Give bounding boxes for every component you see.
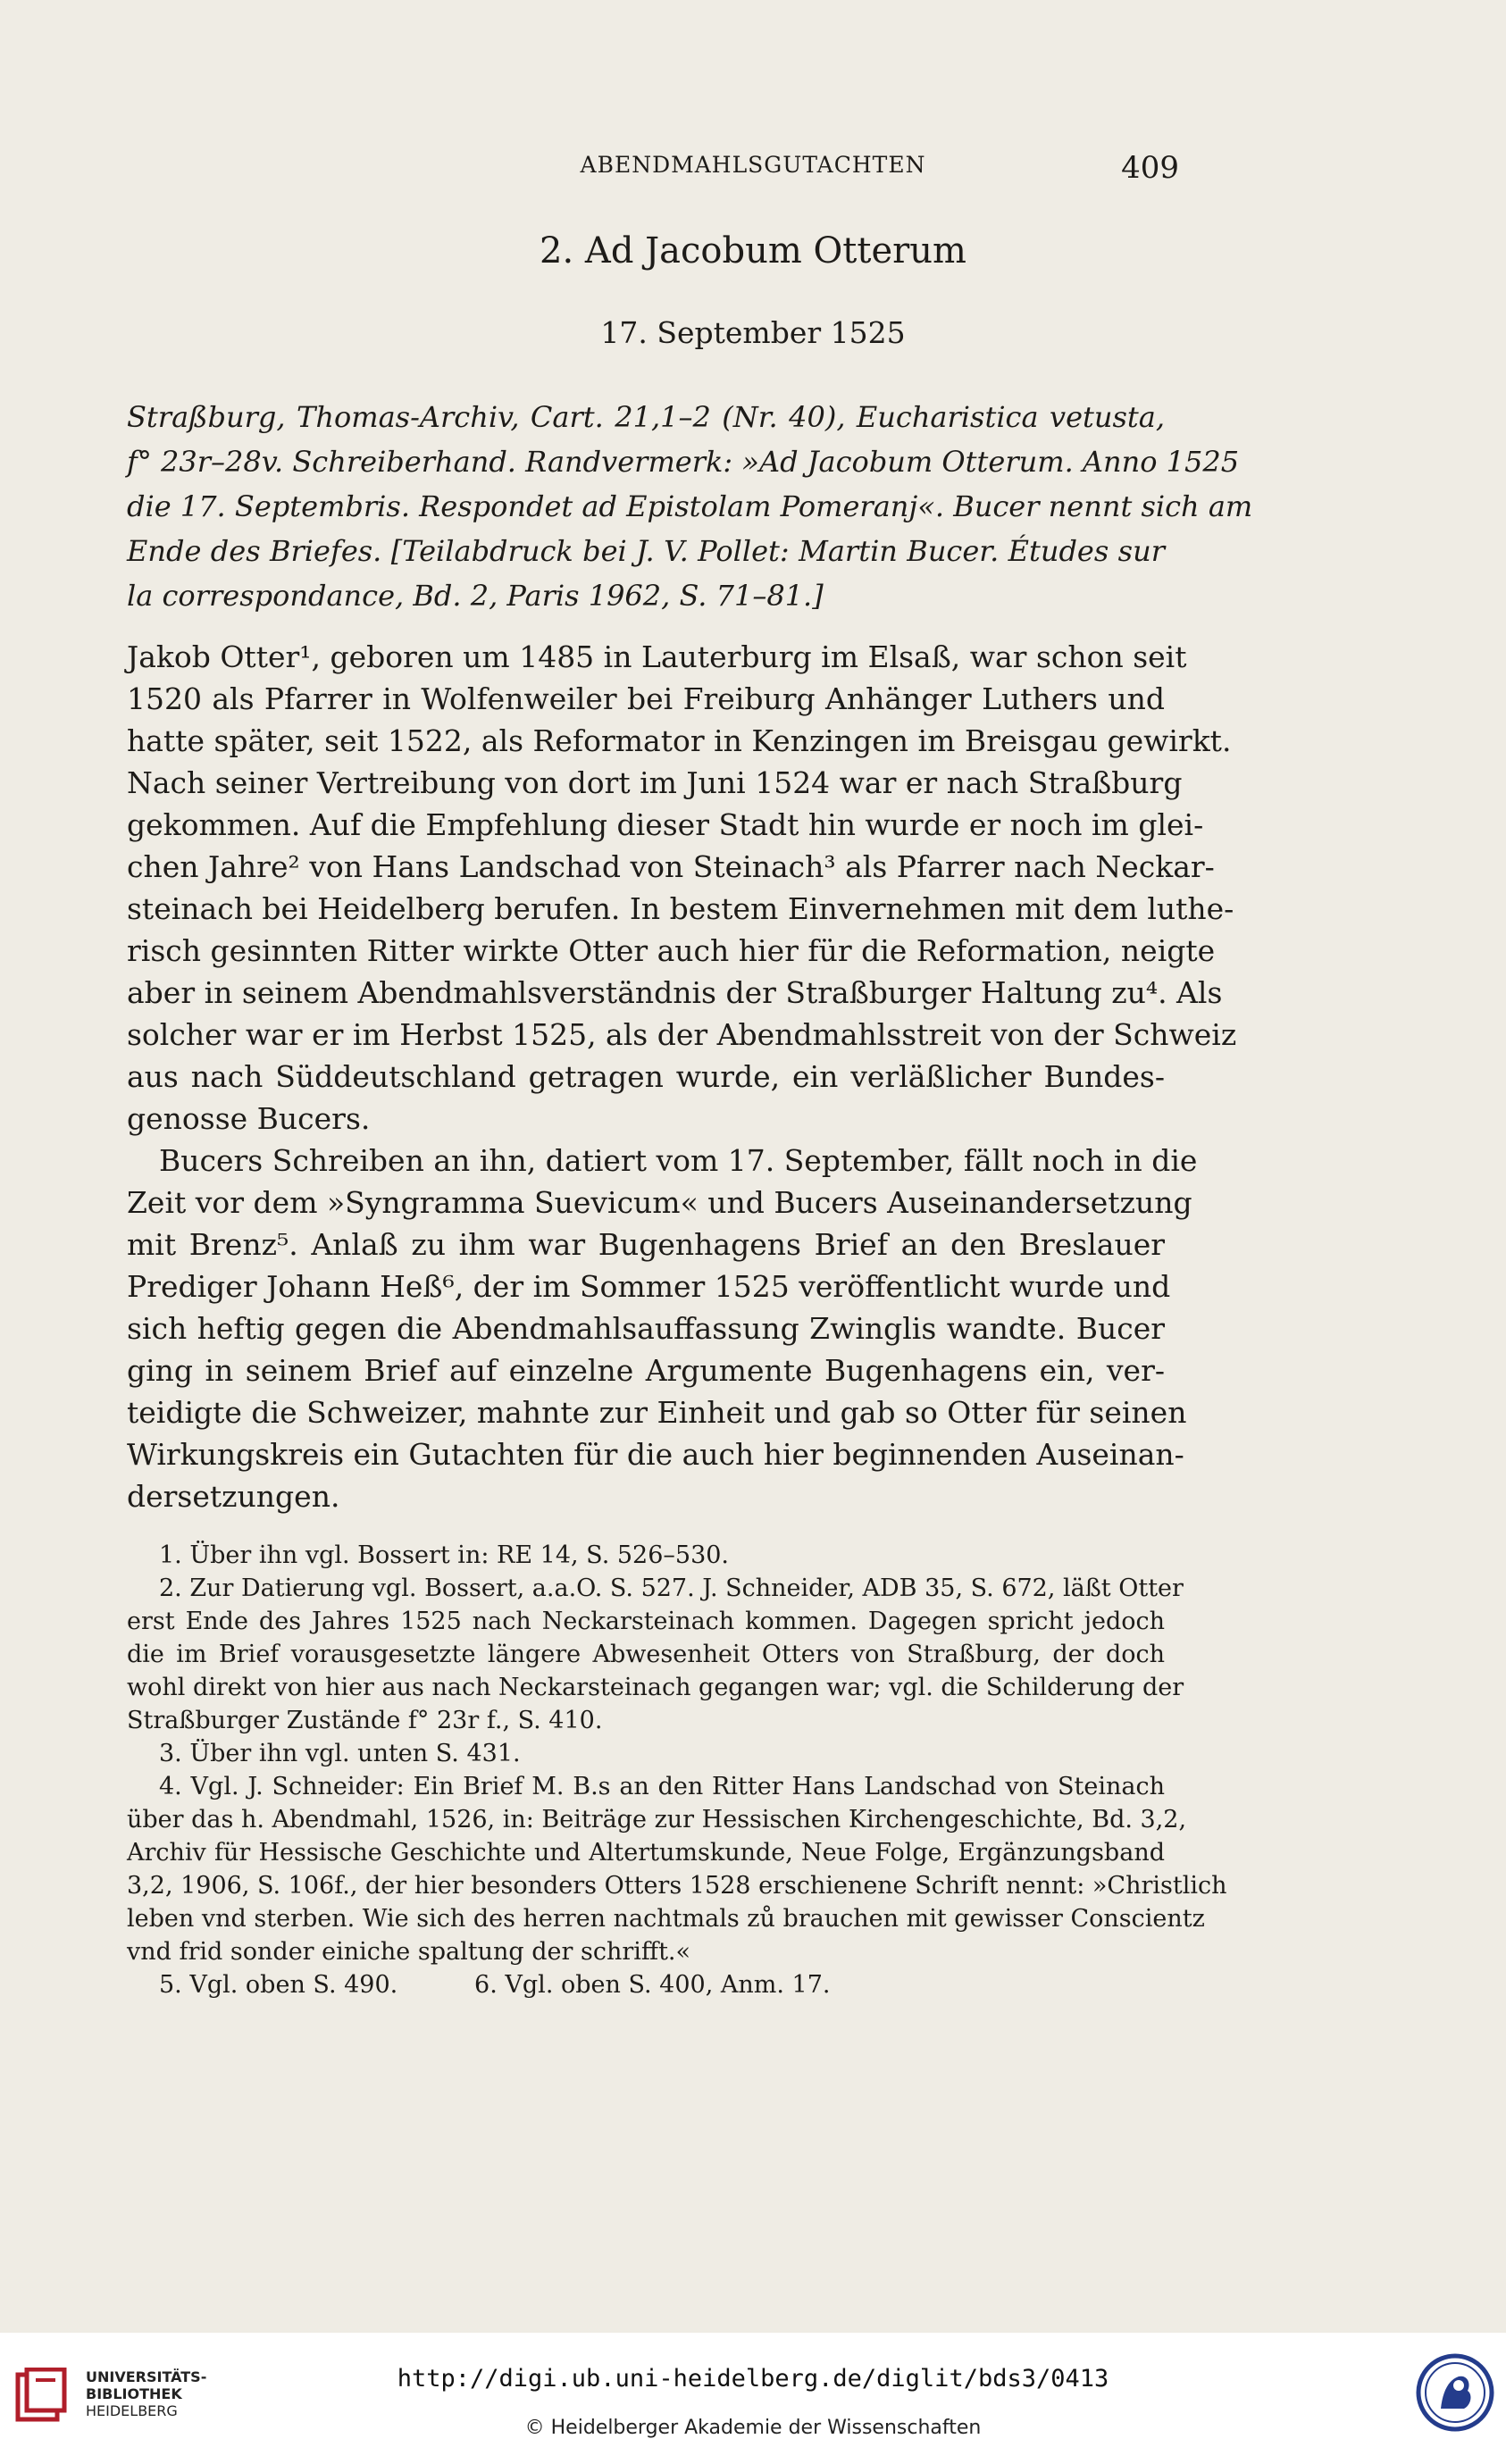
body-line: mit Brenz⁵. Anlaß zu ihm war Bugenhagens Brief an den Breslauer (127, 1227, 1165, 1262)
body-line: solcher war er im Herbst 1525, als der Abendmahlsstreit von der Schweiz (127, 1017, 1237, 1052)
source-line: Ende des Briefes. [Teilabdruck bei J. V. Pollet: Martin Bucer. Études sur (127, 534, 1165, 568)
library-name-line: UNIVERSITÄTS- (86, 2368, 207, 2385)
body-line: Zeit vor dem »Syngramma Suevicum« und Bucers Auseinandersetzung (127, 1185, 1192, 1220)
body-line: genosse Bucers. (127, 1101, 371, 1136)
body-line: Prediger Johann Heß⁶, der im Sommer 1525 veröffentlicht wurde und (127, 1269, 1171, 1304)
page-number: 409 (1121, 150, 1179, 186)
body-line: chen Jahre² von Hans Landschad von Steinach³ als Pfarrer nach Neckar- (127, 849, 1215, 884)
footnote-line: wohl direkt von hier aus nach Neckarsteinach gegangen war; vgl. die Schilderung der (127, 1674, 1184, 1701)
permalink-url[interactable]: http://digi.ub.uni-heidelberg.de/diglit/bds3/0413 (397, 2365, 1109, 2393)
source-line: f° 23r–28v. Schreiberhand. Randvermerk: »Ad Jacobum Otterum. Anno 1525 (127, 445, 1240, 479)
body-line: Bucers Schreiben an ihn, datiert vom 17. September, fällt noch in die (159, 1143, 1198, 1178)
footnote-line: 4. Vgl. J. Schneider: Ein Brief M. B.s an den Ritter Hans Landschad von Steinach (159, 1773, 1165, 1800)
library-name-line: HEIDELBERG (86, 2402, 178, 2419)
body-line: aus nach Süddeutschland getragen wurde, ein verläßlicher Bundes- (127, 1059, 1165, 1094)
footnote-line: die im Brief vorausgesetzte längere Abwesenheit Otters von Straßburg, der doch (127, 1641, 1165, 1668)
letter-title: 2. Ad Jacobum Otterum (540, 230, 966, 271)
introduction-text (127, 636, 1237, 1517)
copyright-notice: © Heidelberger Akademie der Wissenschaften (524, 2417, 982, 2439)
source-line: la correspondance, Bd. 2, Paris 1962, S. 71–81.] (127, 579, 824, 613)
source-note (127, 395, 1253, 618)
body-line: hatte später, seit 1522, als Reformator in Kenzingen im Breisgau gewirkt. (127, 723, 1232, 758)
body-line: Wirkungskreis ein Gutachten für die auch hier beginnenden Auseinan- (127, 1437, 1184, 1472)
footnote-line: erst Ende des Jahres 1525 nach Neckarsteinach kommen. Dagegen spricht jedoch (127, 1608, 1165, 1635)
body-line: aber in seinem Abendmahlsverständnis der Straßburger Haltung zu⁴. Als (127, 975, 1223, 1010)
footnote-line: vnd frid sonder einiche spaltung der schrifft.« (127, 1938, 691, 1966)
footnote-line: Archiv für Hessische Geschichte und Altertumskunde, Neue Folge, Ergänzungsband (127, 1839, 1165, 1867)
running-head: ABENDMAHLSGUTACHTEN (580, 152, 926, 178)
letter-date: 17. September 1525 (600, 315, 906, 350)
footnote-line: 1. Über ihn vgl. Bossert in: RE 14, S. 526–530. (159, 1541, 730, 1569)
footnote-line: 2. Zur Datierung vgl. Bossert, a.a.O. S. 527. J. Schneider, ADB 35, S. 672, läßt Otter (159, 1574, 1184, 1602)
body-line: gekommen. Auf die Empfehlung dieser Stadt hin wurde er noch im glei- (127, 807, 1204, 842)
source-line: Straßburg, Thomas-Archiv, Cart. 21,1–2 (Nr. 40), Eucharistica vetusta, (127, 400, 1165, 434)
body-line: 1520 als Pfarrer in Wolfenweiler bei Freiburg Anhänger Luthers und (127, 681, 1165, 716)
footnote-line: Straßburger Zustände f° 23r f., S. 410. (127, 1707, 603, 1734)
footnote-line: über das h. Abendmahl, 1526, in: Beiträge zur Hessischen Kirchengeschichte, Bd. 3,2, (127, 1806, 1187, 1833)
footnotes (127, 1539, 1227, 2001)
academy-seal-icon (1416, 2353, 1494, 2432)
body-line: dersetzungen. (127, 1479, 340, 1514)
footnote-line: 3,2, 1906, S. 106f., der hier besonders Otters 1528 erschienene Schrift nennt: »Christlich (127, 1872, 1227, 1900)
body-line: ging in seinem Brief auf einzelne Argumente Bugenhagens ein, ver- (127, 1353, 1165, 1388)
source-line: die 17. Septembris. Respondet ad Epistolam Pomeranj«. Bucer nennt sich am (127, 489, 1253, 523)
body-line: risch gesinnten Ritter wirkte Otter auch hier für die Reformation, neigte (127, 933, 1216, 968)
footer-bar (0, 2333, 1506, 2464)
library-name-line: BIBLIOTHEK (86, 2385, 182, 2402)
body-line: sich heftig gegen die Abendmahlsauffassung Zwinglis wandte. Bucer (127, 1311, 1165, 1346)
body-line: teidigte die Schweizer, mahnte zur Einheit und gab so Otter für seinen (127, 1395, 1187, 1430)
body-line: Jakob Otter¹, geboren um 1485 in Lauterburg im Elsaß, war schon seit (127, 639, 1187, 674)
footnote-line: leben vnd sterben. Wie sich des herren nachtmals zů brauchen mit gewisser Conscientz (127, 1905, 1205, 1933)
footnote-line: 5. Vgl. oben S. 490. 6. Vgl. oben S. 400, Anm. 17. (159, 1971, 831, 1999)
body-line: steinach bei Heidelberg berufen. In bestem Einvernehmen mit dem luthe- (127, 891, 1234, 926)
footnote-line: 3. Über ihn vgl. unten S. 431. (159, 1740, 521, 1767)
body-line: Nach seiner Vertreibung von dort im Juni 1524 war er nach Straßburg (127, 765, 1183, 800)
